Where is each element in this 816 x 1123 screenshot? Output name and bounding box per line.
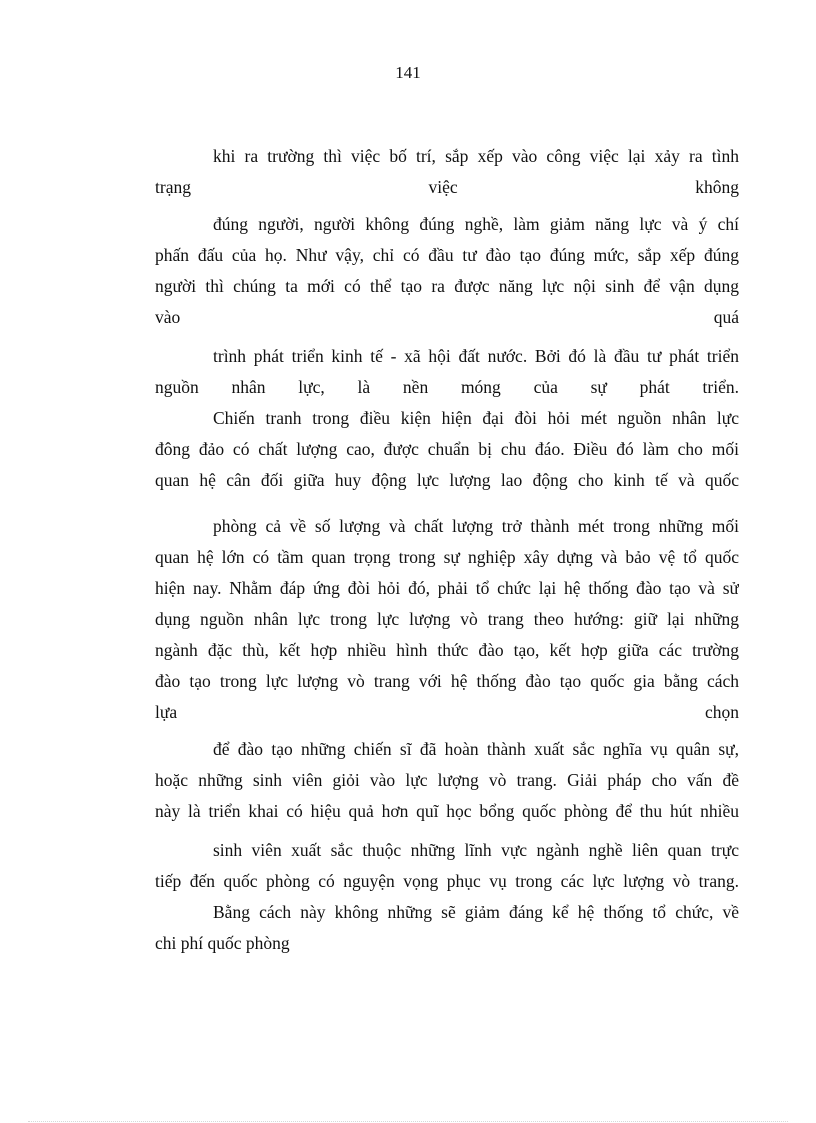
word: lựa — [155, 702, 178, 722]
word: việc — [428, 177, 458, 197]
text-line: sinh viên xuất sắc thuộc những lĩnh vực ngành nghề liên quan trực — [213, 840, 739, 860]
text-block-1 — [155, 141, 739, 203]
text-line: đúng người, người không đúng nghề, làm giảm năng lực và ý chí — [213, 214, 739, 234]
text-block-4 — [155, 511, 739, 728]
text-block-3 — [155, 341, 739, 496]
text-block-6 — [155, 835, 739, 959]
text-line: để đào tạo những chiến sĩ đã hoàn thành xuất sắc nghĩa vụ quân sự, — [213, 739, 739, 759]
text-line-spaced — [155, 697, 739, 728]
text-line: này là triển khai có hiệu quả hơn quĩ học bổng quốc phòng để thu hút nhiều — [155, 801, 739, 821]
text-line: hiện nay. Nhằm đáp ứng đòi hỏi đó, phải tổ chức lại hệ thống đào tạo và sử — [155, 578, 739, 598]
text-line: hoặc những sinh viên giỏi vào lực lượng vò trang. Giải pháp cho vấn đề — [155, 770, 739, 790]
text-block-5 — [155, 734, 739, 827]
word: chọn — [704, 702, 739, 722]
text-line: phòng cả về số lượng và chất lượng trở thành mét trong những mối — [213, 516, 739, 536]
text-line-spaced — [155, 172, 739, 203]
word: không — [695, 177, 739, 197]
word: trạng — [155, 177, 191, 197]
text-line: đào tạo trong lực lượng vò trang với hệ thống đào tạo quốc gia bằng cách — [155, 671, 739, 691]
text-line: Bằng cách này không những sẽ giảm đáng kể hệ thống tổ chức, về — [213, 902, 739, 922]
text-line: quan hệ cân đối giữa huy động lực lượng lao động cho kinh tế và quốc — [155, 470, 739, 490]
text-line: quan hệ lớn có tầm quan trọng trong sự nghiệp xây dựng và bảo vệ tổ quốc — [155, 547, 739, 567]
text-line: đông đảo có chất lượng cao, được chuẩn bị chu đáo. Điều đó làm cho mối — [155, 439, 739, 459]
text-line: nguồn nhân lực, là nền móng của sự phát triển. — [155, 377, 739, 397]
text-line: khi ra trường thì việc bố trí, sắp xếp vào công việc lại xảy ra tình — [213, 146, 739, 166]
text-line: dụng nguồn nhân lực trong lực lượng vò trang theo hướng: giữ lại những — [155, 609, 739, 629]
page-bottom-border — [28, 1121, 788, 1122]
text-line: trình phát triển kinh tế - xã hội đất nước. Bởi đó là đầu tư phát triển — [213, 346, 739, 366]
text-line: người thì chúng ta mới có thể tạo ra được năng lực nội sinh để vận dụng — [155, 276, 739, 296]
text-block-2 — [155, 209, 739, 333]
text-line: ngành đặc thù, kết hợp nhiều hình thức đào tạo, kết hợp giữa các trường — [155, 640, 739, 660]
text-line: Chiến tranh trong điều kiện hiện đại đòi hỏi mét nguồn nhân lực — [213, 408, 739, 428]
text-line: chi phí quốc phòng — [155, 933, 290, 953]
word: vào — [155, 307, 181, 327]
text-line: phấn đấu của họ. Như vậy, chỉ có đầu tư đào tạo đúng mức, sắp xếp đúng — [155, 245, 739, 265]
text-line-spaced — [155, 302, 739, 333]
text-line: tiếp đến quốc phòng có nguyện vọng phục vụ trong các lực lượng vò trang. — [155, 871, 739, 891]
word: quá — [713, 307, 739, 327]
page-number: 141 — [395, 63, 421, 82]
